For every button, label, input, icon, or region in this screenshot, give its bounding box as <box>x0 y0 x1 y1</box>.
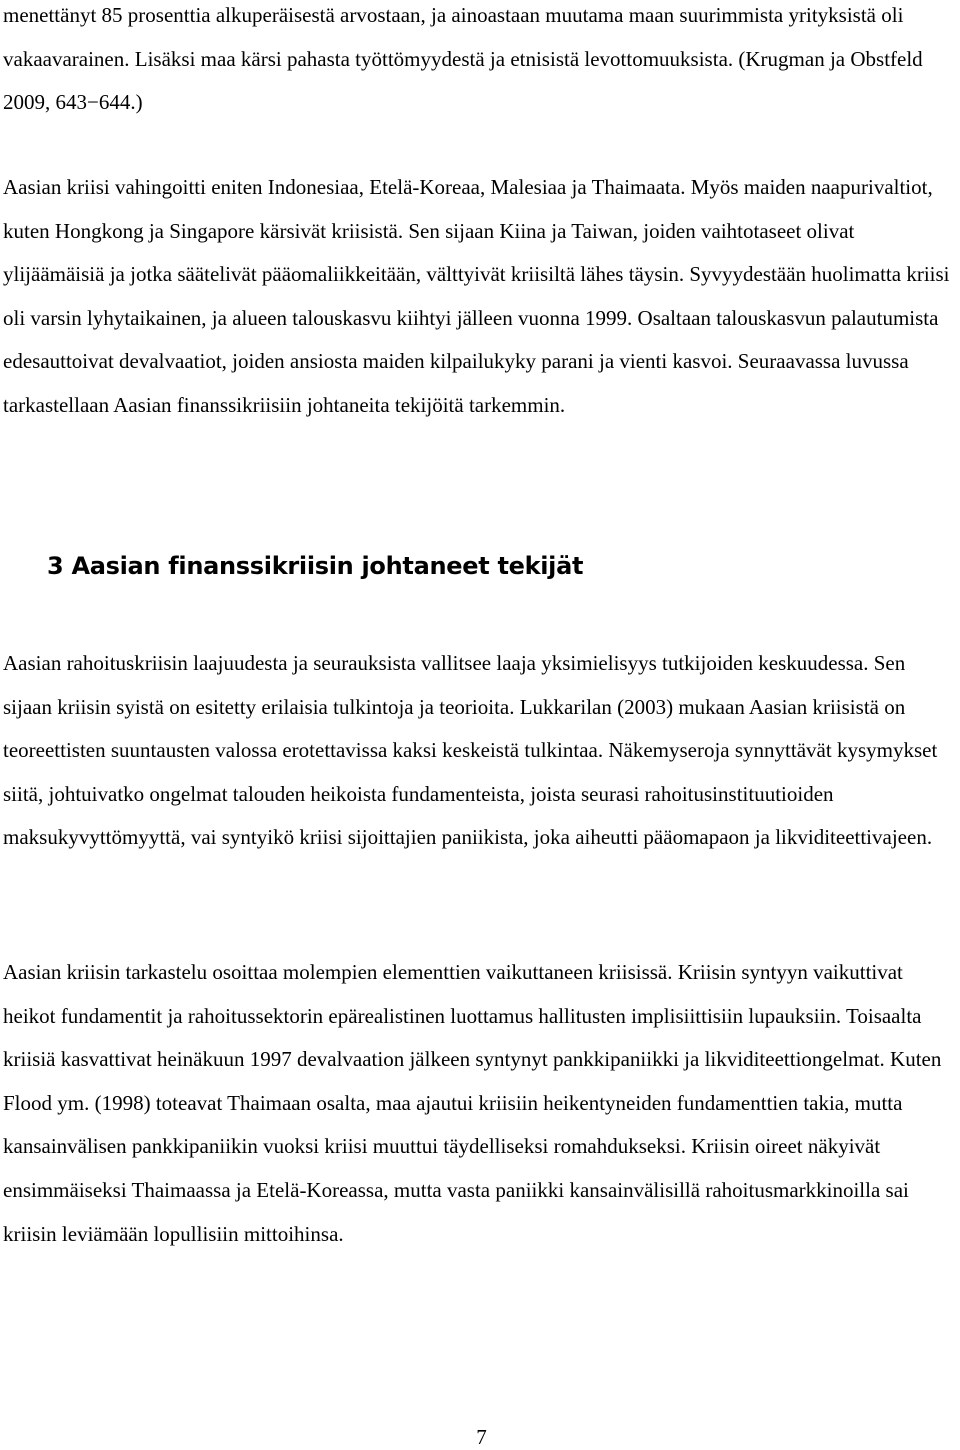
body-paragraph: menettänyt 85 prosenttia alkuperäisestä arvostaan, ja ainoastaan muutama maan suurimmista yrityksistä oli vakaavarainen. Lisäksi maa kärsi pahasta työttömyydestä ja etnisistä levottomuuksista. (Krugman ja Obstfeld 2009, 643−644.) <box>3 3 923 115</box>
page-number: 7 <box>476 1425 487 1449</box>
body-paragraph: Aasian kriisi vahingoitti eniten Indonesiaa, Etelä-Koreaa, Malesiaa ja Thaimaata. Myös maiden naapurivaltiot, kuten Hongkong ja Singapore kärsivät kriisistä. Sen sijaan Kiina ja Taiwan, joiden vaihtotaseet olivat ylijäämäisiä ja jotka säätelivät pääomaliikkeitään, välttyivät kriisiltä lähes täysin. Syvyydestään huolimatta kriisi oli varsin lyhytaikainen, ja alueen talouskasvu kiihtyi jälleen vuonna 1999. Osaltaan talouskasvun palautumista edesauttoivat devalvaatiot, joiden ansiosta maiden kilpailukyky parani ja vienti kasvoi. Seuraavassa luvussa tarkastellaan Aasian finanssikriisiin johtaneita tekijöitä tarkemmin. <box>3 175 950 417</box>
body-paragraph: Aasian kriisin tarkastelu osoittaa molempien elementtien vaikuttaneen kriisissä. Kriisin syntyyn vaikuttivat heikot fundamentit ja rahoitussektorin epärealistinen luottamus hallitusten implisiittisiin lupauksiin. Toisaalta kriisiä kasvattivat heinäkuun 1997 devalvaation jälkeen syntynyt pankkipaniikki ja likviditeettiongelmat. Kuten Flood ym. (1998) toteavat Thaimaan osalta, maa ajautui kriisiin heikentyneiden fundamenttien takia, mutta kansainvälisen pankkipaniikin vuoksi kriisi muuttui täydelliseksi romahdukseksi. Kriisin oireet näkyivät ensimmäiseksi Thaimaassa ja Etelä-Koreassa, mutta vasta paniikki kansainvälisillä rahoitusmarkkinoilla sai kriisin leviämään lopullisiin mittoihinsa. <box>3 960 942 1246</box>
section-heading: 3 Aasian finanssikriisin johtaneet tekijät <box>47 552 584 580</box>
body-paragraph: Aasian rahoituskriisin laajuudesta ja seurauksista vallitsee laaja yksimielisyys tutkijoiden keskuudessa. Sen sijaan kriisin syistä on esitetty erilaisia tulkintoja ja teorioita. Lukkarilan (2003) mukaan Aasian kriisistä on teoreettisten suuntausten valossa erotettavissa kaksi keskeistä tulkintaa. Näkemyseroja synnyttävät kysymykset siitä, johtuivatko ongelmat talouden heikoista fundamenteista, joista seurasi rahoitusinstituutioiden maksukyvyttömyyttä, vai syntyikö kriisi sijoittajien paniikista, joka aiheutti pääomapaon ja likviditeettivajeen. <box>3 651 938 850</box>
